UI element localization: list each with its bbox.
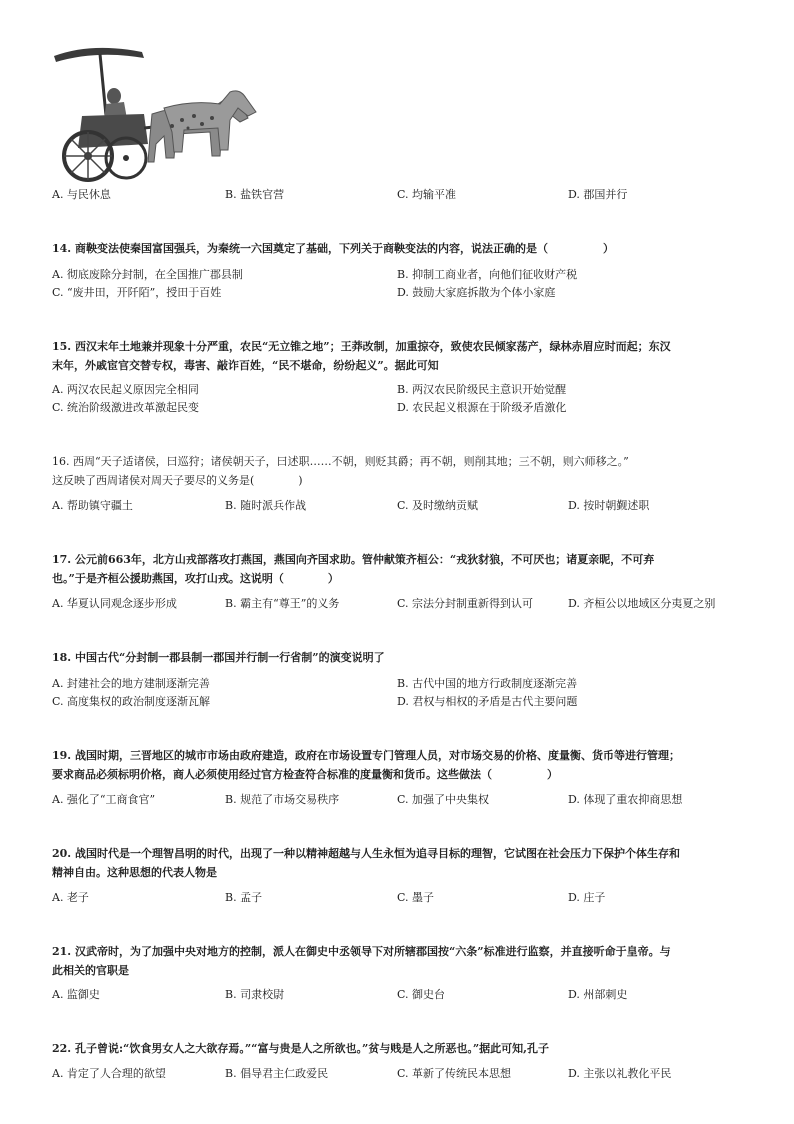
q20-option-b: B. 孟子: [225, 891, 263, 904]
q16-stem-line-2: 这反映了西周诸侯对周天子要尽的义务是( ): [52, 474, 303, 487]
q20-stem-line-2: 精神自由。这种思想的代表人物是: [52, 866, 217, 879]
q19-option-b: B. 规范了市场交易秩序: [225, 793, 340, 806]
q21-option-d: D. 州部刺史: [568, 988, 628, 1001]
q14-option-b: B. 抑制工商业者，向他们征收财产税: [397, 268, 578, 281]
q18-option-d: D. 君权与相权的矛盾是古代主要问题: [397, 695, 578, 708]
q22-stem: 22. 孔子曾说:“饮食男女人之大欲存焉。”“富与贵是人之所欲也。”贫与贱是人之所恶也。”据此可知,孔子: [52, 1042, 549, 1055]
bronze-chariot-image: [52, 44, 264, 184]
q17-stem-line-1: 17. 公元前663年，北方山戎部落攻打燕国，燕国向齐国求助。管仲献策齐桓公：“戎狄豺狼，不可厌也；诸夏亲昵，不可弃: [52, 553, 655, 566]
q17-stem-line-2: 也。”于是齐桓公援助燕国，攻打山戎。这说明（ ）: [52, 572, 339, 585]
q15-stem-line-2: 末年，外戚宦官交替专权，毒害、敲诈百姓，“民不堪命，纷纷起义”。据此可知: [52, 359, 439, 372]
q14-option-d: D. 鼓励大家庭拆散为个体小家庭: [397, 286, 556, 299]
q17-option-c: C. 宗法分封制重新得到认可: [397, 597, 534, 610]
q18-option-a: A. 封建社会的地方建制逐渐完善: [52, 677, 210, 690]
q13-option-b: B. 盐铁官营: [225, 188, 285, 201]
q17-option-d: D. 齐桓公以地域区分夷夏之别: [568, 597, 716, 610]
q14-stem: 14. 商鞅变法使秦国富国强兵，为秦统一六国奠定了基础，下列关于商鞅变法的内容，说法正确的是（ ）: [52, 242, 614, 255]
q20-option-c: C. 墨子: [397, 891, 435, 904]
q15-option-d: D. 农民起义根源在于阶级矛盾激化: [397, 401, 567, 414]
q22-option-b: B. 倡导君主仁政爱民: [225, 1067, 329, 1080]
q17-option-b: B. 霸主有“尊王”的义务: [225, 597, 340, 610]
q19-option-a: A. 强化了“工商食官”: [52, 793, 156, 806]
q15-option-a: A. 两汉农民起义原因完全相同: [52, 383, 199, 396]
q20-option-a: A. 老子: [52, 891, 89, 904]
q14-option-a: A. 彻底废除分封制，在全国推广郡县制: [52, 268, 243, 281]
q21-stem-line-1: 21. 汉武帝时，为了加强中央对地方的控制，派人在御史中丞领导下对所辖郡国按“六条”标准进行监察，并直接听命于皇帝。与: [52, 945, 671, 958]
q16-stem-line-1: 16. 西周“天子适诸侯，曰巡狩；诸侯朝天子，曰述职……不朝，则贬其爵；再不朝，则削其地；三不朝，则六师移之。”: [52, 455, 629, 468]
q22-option-c: C. 革新了传统民本思想: [397, 1067, 512, 1080]
q18-option-c: C. 高度集权的政治制度逐渐瓦解: [52, 695, 211, 708]
q16-option-a: A. 帮助镇守疆土: [52, 499, 133, 512]
q15-stem-line-1: 15. 西汉末年土地兼并现象十分严重，农民“无立锥之地”；王莽改制，加重掠夺，致使农民倾家荡产，绿林赤眉应时而起；东汉: [52, 340, 671, 353]
q16-option-c: C. 及时缴纳贡赋: [397, 499, 479, 512]
q16-option-d: D. 按时朝觐述职: [568, 499, 650, 512]
q14-option-c: C. “废井田，开阡陌”，授田于百姓: [52, 286, 222, 299]
q13-option-a: A. 与民休息: [52, 188, 111, 201]
q22-option-d: D. 主张以礼教化平民: [568, 1067, 672, 1080]
q13-option-d: D. 郡国并行: [568, 188, 628, 201]
q13-option-c: C. 均输平准: [397, 188, 457, 201]
q22-option-a: A. 肯定了人合理的欲望: [52, 1067, 166, 1080]
q20-stem-line-1: 20. 战国时代是一个理智昌明的时代，出现了一种以精神超越与人生永恒为追寻目标的理智，它试图在社会压力下保护个体生存和: [52, 847, 680, 860]
q15-option-c: C. 统治阶级激进改革激起民变: [52, 401, 200, 414]
q19-option-c: C. 加强了中央集权: [397, 793, 490, 806]
q19-stem-line-2: 要求商品必须标明价格，商人必须使用经过官方检查符合标准的度量衡和货币。这些做法（ ）: [52, 768, 558, 781]
q21-option-a: A. 监御史: [52, 988, 100, 1001]
q21-stem-line-2: 此相关的官职是: [52, 964, 129, 977]
q18-option-b: B. 古代中国的地方行政制度逐渐完善: [397, 677, 578, 690]
q16-option-b: B. 随时派兵作战: [225, 499, 307, 512]
q20-option-d: D. 庄子: [568, 891, 606, 904]
q17-option-a: A. 华夏认同观念逐步形成: [52, 597, 177, 610]
q18-stem: 18. 中国古代“分封制一郡县制一郡国并行制一行省制”的演变说明了: [52, 651, 385, 664]
q15-option-b: B. 两汉农民阶级民主意识开始觉醒: [397, 383, 567, 396]
q21-option-c: C. 御史台: [397, 988, 446, 1001]
q21-option-b: B. 司隶校尉: [225, 988, 285, 1001]
q19-stem-line-1: 19. 战国时期，三晋地区的城市市场由政府建造，政府在市场设置专门管理人员，对市场交易的价格、度量衡、货币等进行管理；: [52, 749, 680, 762]
q19-option-d: D. 体现了重农抑商思想: [568, 793, 683, 806]
